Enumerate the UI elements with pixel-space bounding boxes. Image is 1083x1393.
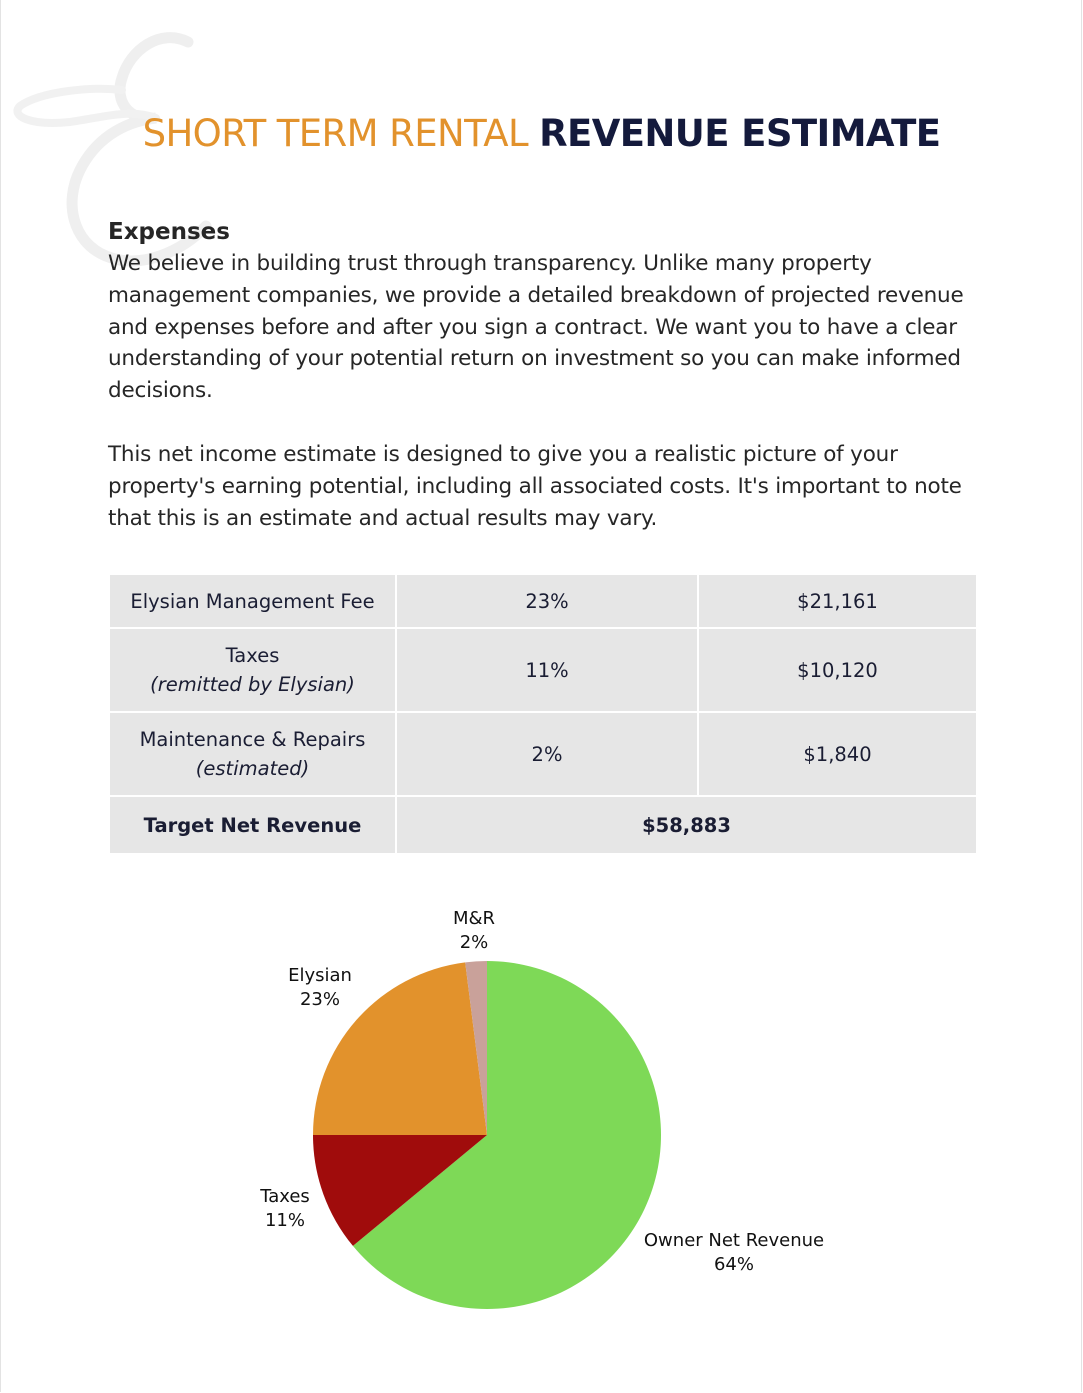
row-label: Elysian Management Fee <box>130 589 375 613</box>
row-percent: 11% <box>396 628 698 712</box>
row-label: Maintenance & Repairs <box>139 728 366 751</box>
pie-label-name: Owner Net Revenue <box>643 1230 825 1251</box>
pie-label <box>288 965 352 1010</box>
row-amount: $1,840 <box>698 712 977 796</box>
row-label-cell <box>109 712 396 796</box>
row-label-cell <box>109 574 396 628</box>
row-amount: $21,161 <box>698 574 977 628</box>
row-percent: 23% <box>396 574 698 628</box>
table-total-row <box>109 796 977 854</box>
row-label-cell <box>109 628 396 712</box>
revenue-pie-chart <box>0 880 1083 1340</box>
pie-label-name: M&R <box>452 908 496 929</box>
total-amount: $58,883 <box>396 796 977 854</box>
row-sublabel: (remitted by Elysian) <box>150 673 355 696</box>
pie-label-percent: 64% <box>713 1254 755 1275</box>
page-title <box>0 112 1083 156</box>
expenses-heading: Expenses <box>108 219 230 245</box>
pie-label <box>644 1230 824 1275</box>
row-amount: $10,120 <box>698 628 977 712</box>
title-part-navy: REVENUE ESTIMATE <box>539 112 941 155</box>
table-row <box>109 574 977 628</box>
row-sublabel: (estimated) <box>195 757 310 780</box>
pie-label <box>259 1186 310 1231</box>
total-label: Target Net Revenue <box>109 796 396 854</box>
pie-label-name: Taxes <box>260 1186 310 1207</box>
pie-label-percent: 2% <box>459 932 489 953</box>
row-label: Taxes <box>225 644 280 667</box>
row-percent: 2% <box>396 712 698 796</box>
pie-chart-svg <box>0 880 1083 1340</box>
fee-breakdown-table <box>108 573 978 855</box>
table-row <box>109 712 977 796</box>
pie-label-name: Elysian <box>288 965 352 986</box>
table-row <box>109 628 977 712</box>
pie-label <box>453 908 495 953</box>
title-part-orange: SHORT TERM RENTAL <box>142 112 528 155</box>
pie-label-percent: 11% <box>264 1210 306 1231</box>
expenses-paragraph-1: We believe in building trust through transparency. Unlike many property management companies, we provide a detailed breakdown of projected revenue and expenses before and after you sign a contract. We want you to have a clear understanding of your potential return on investment so you can make informed decisions. <box>108 251 964 404</box>
pie-label-percent: 23% <box>299 989 341 1010</box>
expenses-section <box>108 216 978 534</box>
expenses-paragraph-2: This net income estimate is designed to give you a realistic picture of your property's earning potential, including all associated costs. It's important to note that this is an estimate and actual results may vary. <box>108 441 962 531</box>
